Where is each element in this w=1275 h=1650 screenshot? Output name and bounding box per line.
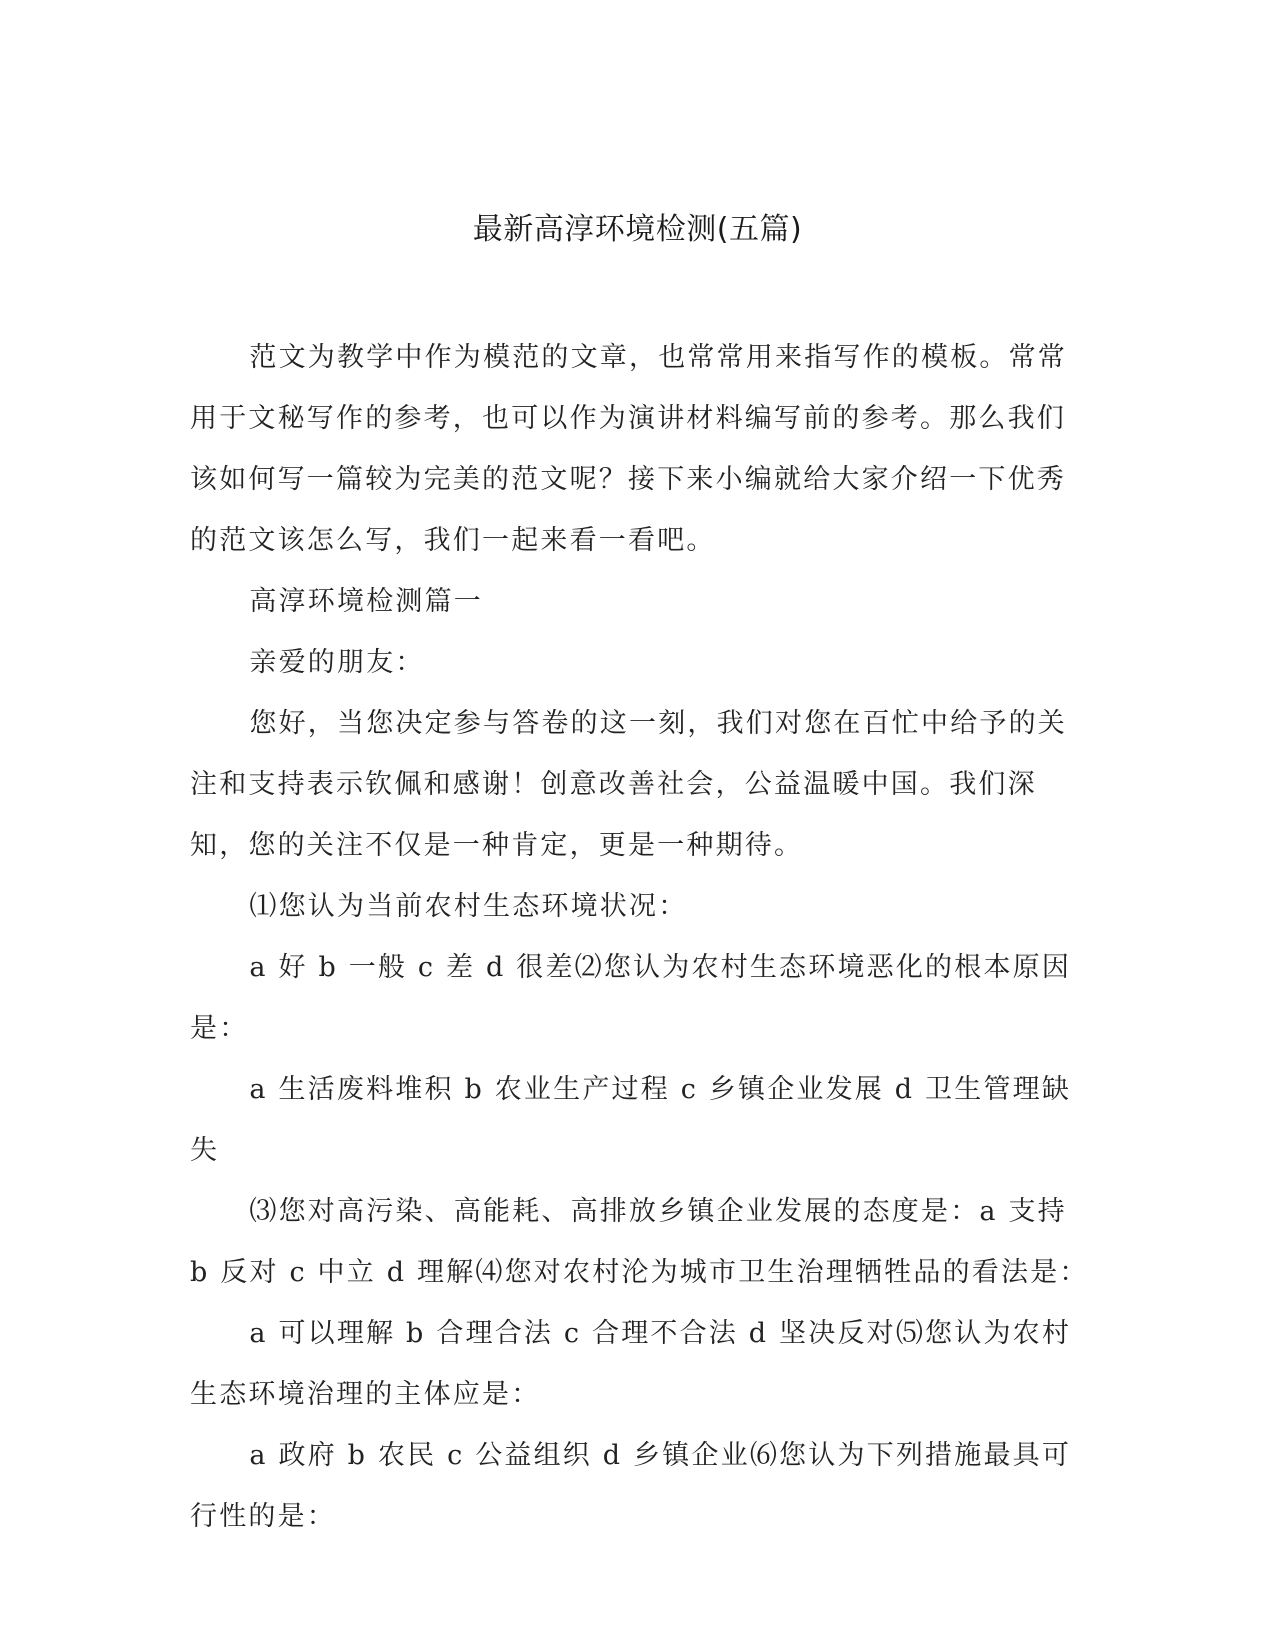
paragraph-question-5: a 可以理解 b 合理合法 c 合理不合法 d 坚决反对⑸您认为农村生态环境治理的主体应是： — [190, 1318, 1072, 1410]
paragraph-greeting: 亲爱的朋友： — [249, 647, 425, 678]
document-title: 最新高淳环境检测(五篇) — [472, 212, 803, 247]
paragraph-question-1: ⑴您认为当前农村生态环境状况： — [249, 891, 688, 922]
paragraph-question-6: a 政府 b 农民 c 公益组织 d 乡镇企业⑹您认为下列措施最具可行性的是： — [190, 1440, 1072, 1532]
paragraph-question-2-options: a 生活废料堆积 b 农业生产过程 c 乡镇企业发展 d 卫生管理缺失 — [190, 1074, 1072, 1166]
paragraph-letter: 您好，当您决定参与答卷的这一刻，我们对您在百忙中给予的关注和支持表示钦佩和感谢！创意改善社会，公益温暖中国。我们深知，您的关注不仅是一种肯定，更是一种期待。 — [190, 708, 1067, 861]
paragraph-question-2: a 好 b 一般 c 差 d 很差⑵您认为农村生态环境恶化的根本原因是： — [190, 952, 1072, 1044]
document-body — [190, 327, 1095, 1547]
paragraph-section-heading: 高淳环境检测篇一 — [249, 586, 483, 617]
paragraph-intro: 范文为教学中作为模范的文章，也常常用来指写作的模板。常常用于文秘写作的参考，也可以作为演讲材料编写前的参考。那么我们该如何写一篇较为完美的范文呢？接下来小编就给大家介绍一下优秀的范文该怎么写，我们一起来看一看吧。 — [190, 342, 1067, 556]
paragraph-question-3-4: ⑶您对高污染、高能耗、高排放乡镇企业发展的态度是：a 支持 b 反对 c 中立 d 理解⑷您对农村沦为城市卫生治理牺牲品的看法是： — [190, 1196, 1089, 1288]
